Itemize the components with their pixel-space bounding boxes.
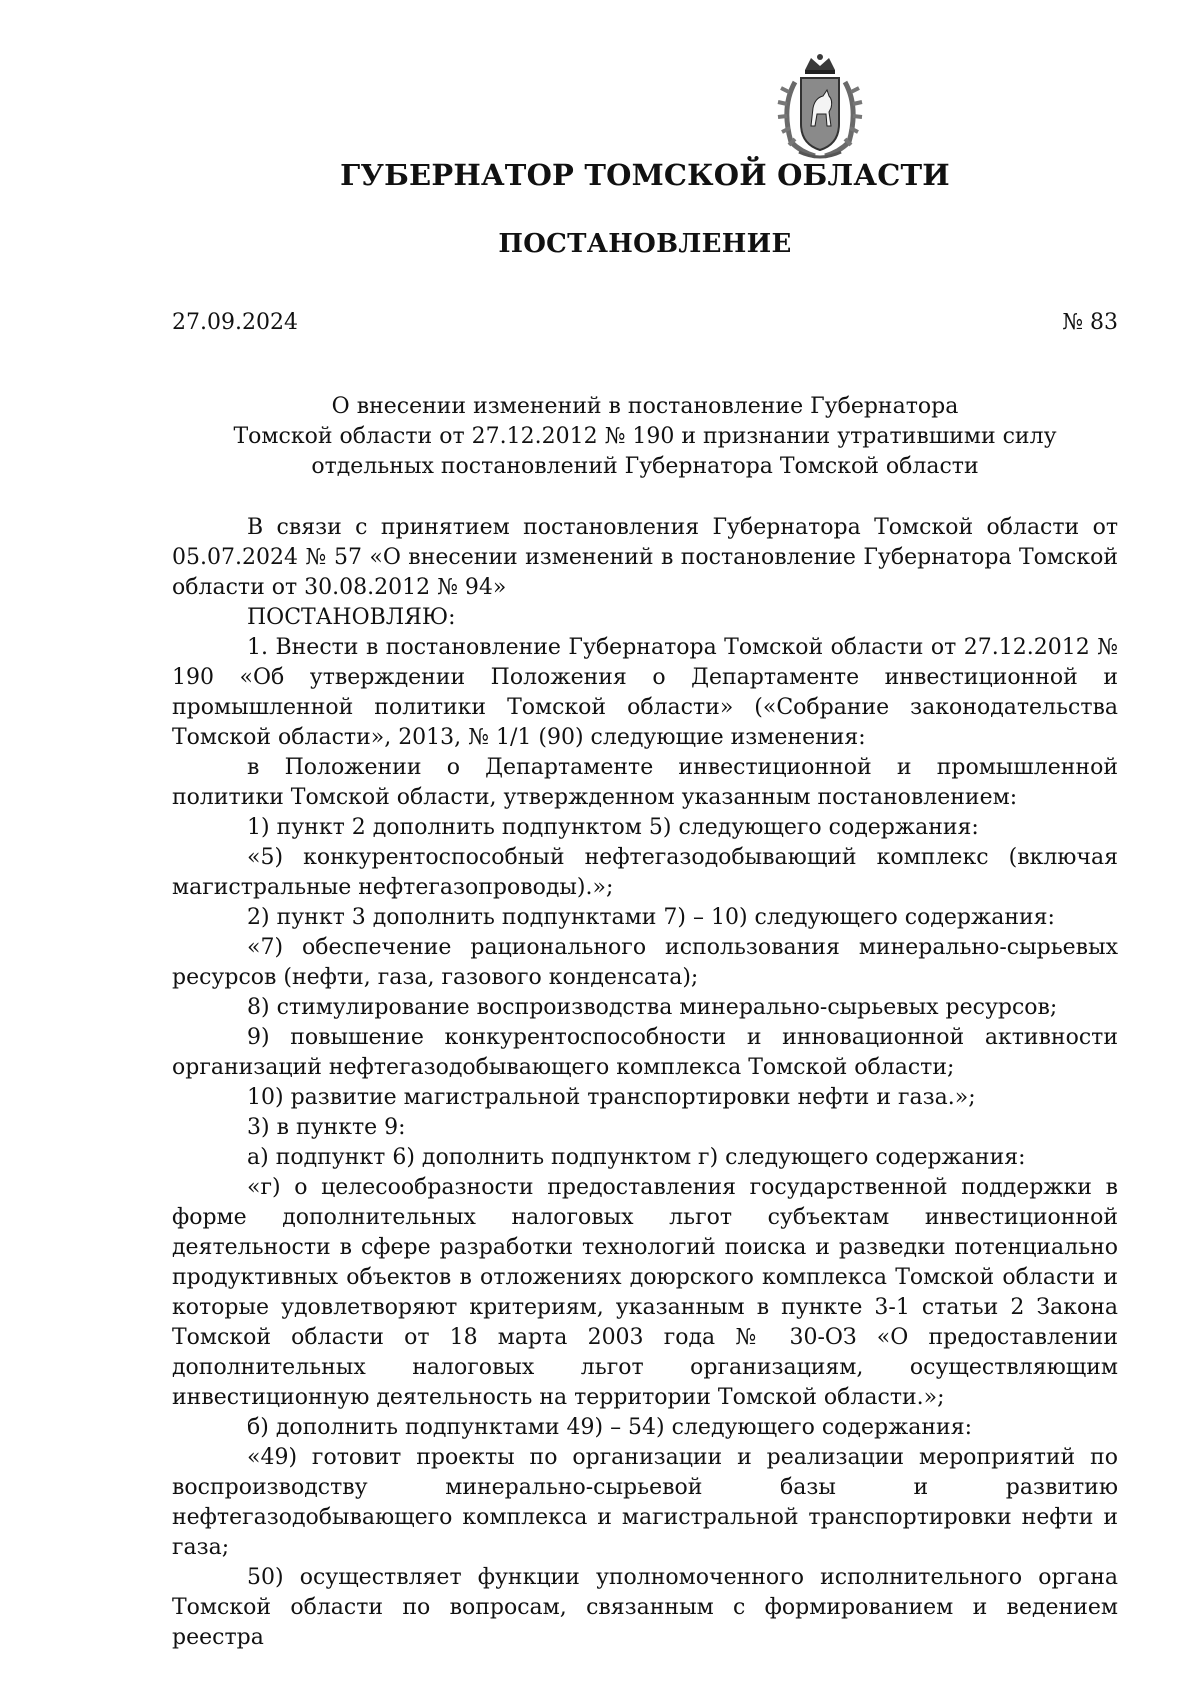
subject-line: О внесении изменений в постановление Губернатора (331, 394, 959, 419)
paragraph: 9) повышение конкурентоспособности и инновационной активности организаций нефтегазодобывающего комплекса Томской области; (172, 1025, 1118, 1080)
document-number: № 83 (1062, 310, 1118, 335)
paragraph: 10) развитие магистральной транспортировки нефти и газа.»; (247, 1085, 976, 1110)
paragraph: «г) о целесообразности предоставления государственной поддержки в форме дополнительных налоговых льгот субъектам инвестиционной деятельности в сфере разработки технологий поиска и разведки потенциально продуктивных объектов в отложениях доюрского комплекса Томской области и которые удовлетворяют критериям, указанным в пункте 3-1 статьи 2 Закона Томской области от 18 марта 2003 года № 30-ОЗ «О предоставлении дополнительных налоговых льгот организациям, осуществляющим инвестиционную деятельность на территории Томской области.»; (172, 1175, 1118, 1410)
paragraph: в Положении о Департаменте инвестиционной и промышленной политики Томской области, утвержденном указанным постановлением: (172, 755, 1118, 810)
document-date: 27.09.2024 (172, 310, 298, 335)
issuing-authority: ГУБЕРНАТОР ТОМСКОЙ ОБЛАСТИ (340, 158, 950, 192)
document-subject (172, 392, 1118, 482)
paragraph: 3) в пункте 9: (247, 1115, 406, 1140)
paragraph: а) подпункт 6) дополнить подпунктом г) следующего содержания: (247, 1145, 1026, 1170)
subject-line: Томской области от 27.12.2012 № 190 и признании утратившими силу (233, 424, 1057, 449)
document-body (172, 513, 1118, 1653)
paragraph: «5) конкурентоспособный нефтегазодобывающий комплекс (включая магистральные нефтегазопроводы).»; (172, 845, 1118, 900)
document-type: ПОСТАНОВЛЕНИЕ (498, 229, 792, 259)
paragraph: 8) стимулирование воспроизводства минерально-сырьевых ресурсов; (247, 995, 1058, 1020)
paragraph-preamble: В связи с принятием постановления Губернатора Томской области от 05.07.2024 № 57 «О внесении изменений в постановление Губернатора Томской области от 30.08.2012 № 94» (172, 515, 1118, 600)
subject-line: отдельных постановлений Губернатора Томской области (311, 454, 979, 479)
paragraph: «49) готовит проекты по организации и реализации мероприятий по воспроизводству минерально-сырьевой базы и развитию нефтегазодобывающего комплекса и магистральной транспортировки нефти и газа; (172, 1445, 1118, 1560)
coat-of-arms-icon (761, 52, 879, 164)
paragraph-decree: ПОСТАНОВЛЯЮ: (247, 605, 456, 630)
paragraph: 50) осуществляет функции уполномоченного исполнительного органа Томской области по вопросам, связанным с формированием и ведением реестра (172, 1565, 1118, 1650)
paragraph: б) дополнить подпунктами 49) – 54) следующего содержания: (247, 1415, 973, 1440)
paragraph: 1) пункт 2 дополнить подпунктом 5) следующего содержания: (247, 815, 979, 840)
paragraph: «7) обеспечение рационального использования минерально-сырьевых ресурсов (нефти, газа, газового конденсата); (172, 935, 1118, 990)
paragraph: 2) пункт 3 дополнить подпунктами 7) – 10) следующего содержания: (247, 905, 1055, 930)
paragraph-item-1: 1. Внести в постановление Губернатора Томской области от 27.12.2012 № 190 «Об утверждении Положения о Департаменте инвестиционной и промышленной политики Томской области» («Собрание законодательства Томской области», 2013, № 1/1 (90) следующие изменения: (172, 635, 1118, 750)
